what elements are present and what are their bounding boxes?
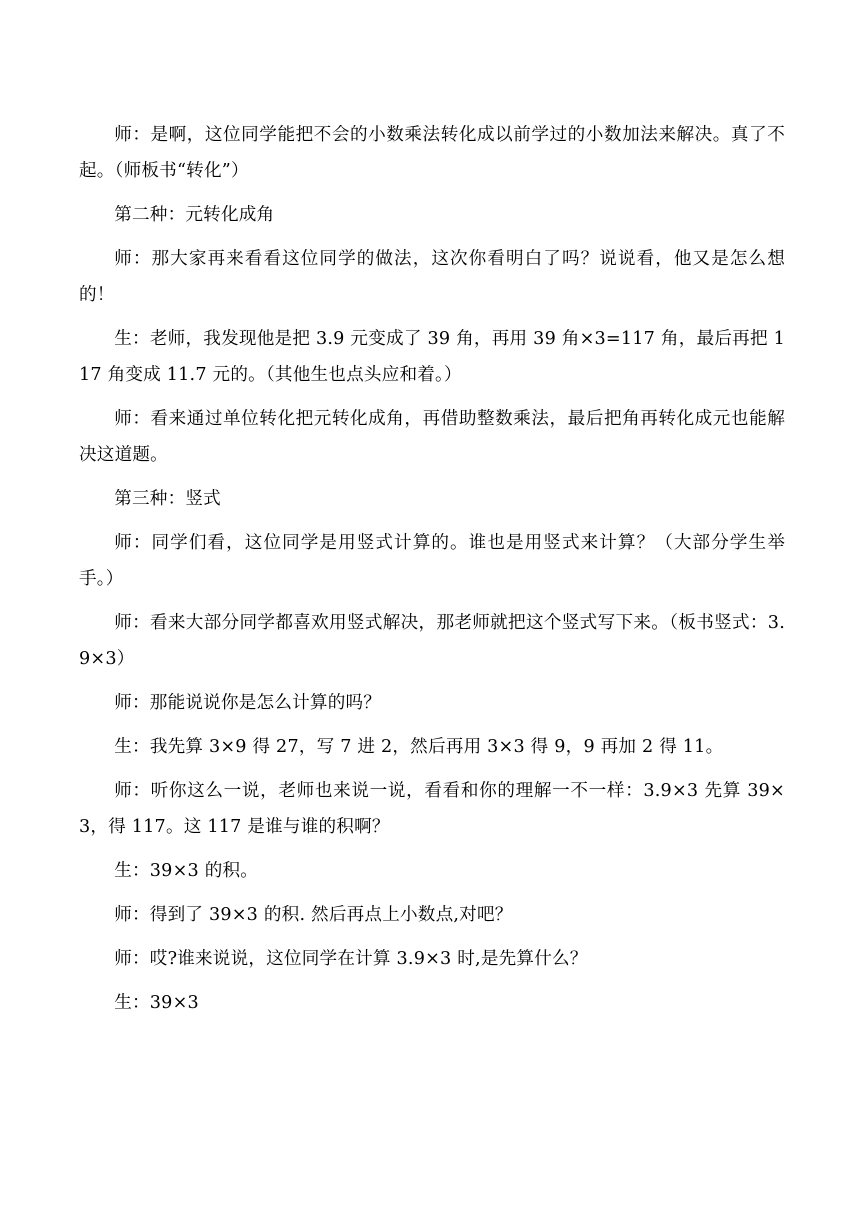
section-heading: 第三种：竖式 [114, 489, 221, 509]
paragraph: 生：39×3 [114, 993, 199, 1013]
document-page [79, 117, 785, 1029]
paragraph: 师：得到了 39×3 的积. 然后再点上小数点,对吧？ [114, 905, 513, 925]
paragraph: 生：39×3 的积。 [114, 861, 259, 881]
paragraph: 师：那大家再来看看这位同学的做法，这次你看明白了吗？说说看，他又是怎么想的！ [79, 249, 785, 305]
section-heading: 第二种：元转化成角 [114, 205, 275, 225]
paragraph: 师：看来大部分同学都喜欢用竖式解决，那老师就把这个竖式写下来。（板书竖式：3.9×3） [79, 613, 785, 669]
paragraph: 师：是啊，这位同学能把不会的小数乘法转化成以前学过的小数加法来解决。真了不起。（师板书“转化”） [79, 125, 785, 181]
paragraph: 生：我先算 3×9 得 27，写 7 进 2，然后再用 3×3 得 9，9 再加 2 得 11。 [114, 737, 724, 757]
paragraph: 师：看来通过单位转化把元转化成角，再借助整数乘法，最后把角再转化成元也能解决这道题。 [79, 409, 785, 465]
paragraph: 生：老师，我发现他是把 3.9 元变成了 39 角，再用 39 角×3=117 角，最后再把 117 角变成 11.7 元的。（其他生也点头应和着。） [79, 329, 785, 385]
paragraph: 师：那能说说你是怎么计算的吗？ [114, 693, 382, 713]
paragraph: 师：同学们看，这位同学是用竖式计算的。谁也是用竖式来计算？（大部分学生举手。） [79, 533, 785, 589]
paragraph: 师：听你这么一说，老师也来说一说，看看和你的理解一不一样：3.9×3 先算 39×3，得 117。这 117 是谁与谁的积啊？ [79, 781, 785, 837]
paragraph: 师：哎?谁来说说，这位同学在计算 3.9×3 时,是先算什么？ [114, 949, 588, 969]
